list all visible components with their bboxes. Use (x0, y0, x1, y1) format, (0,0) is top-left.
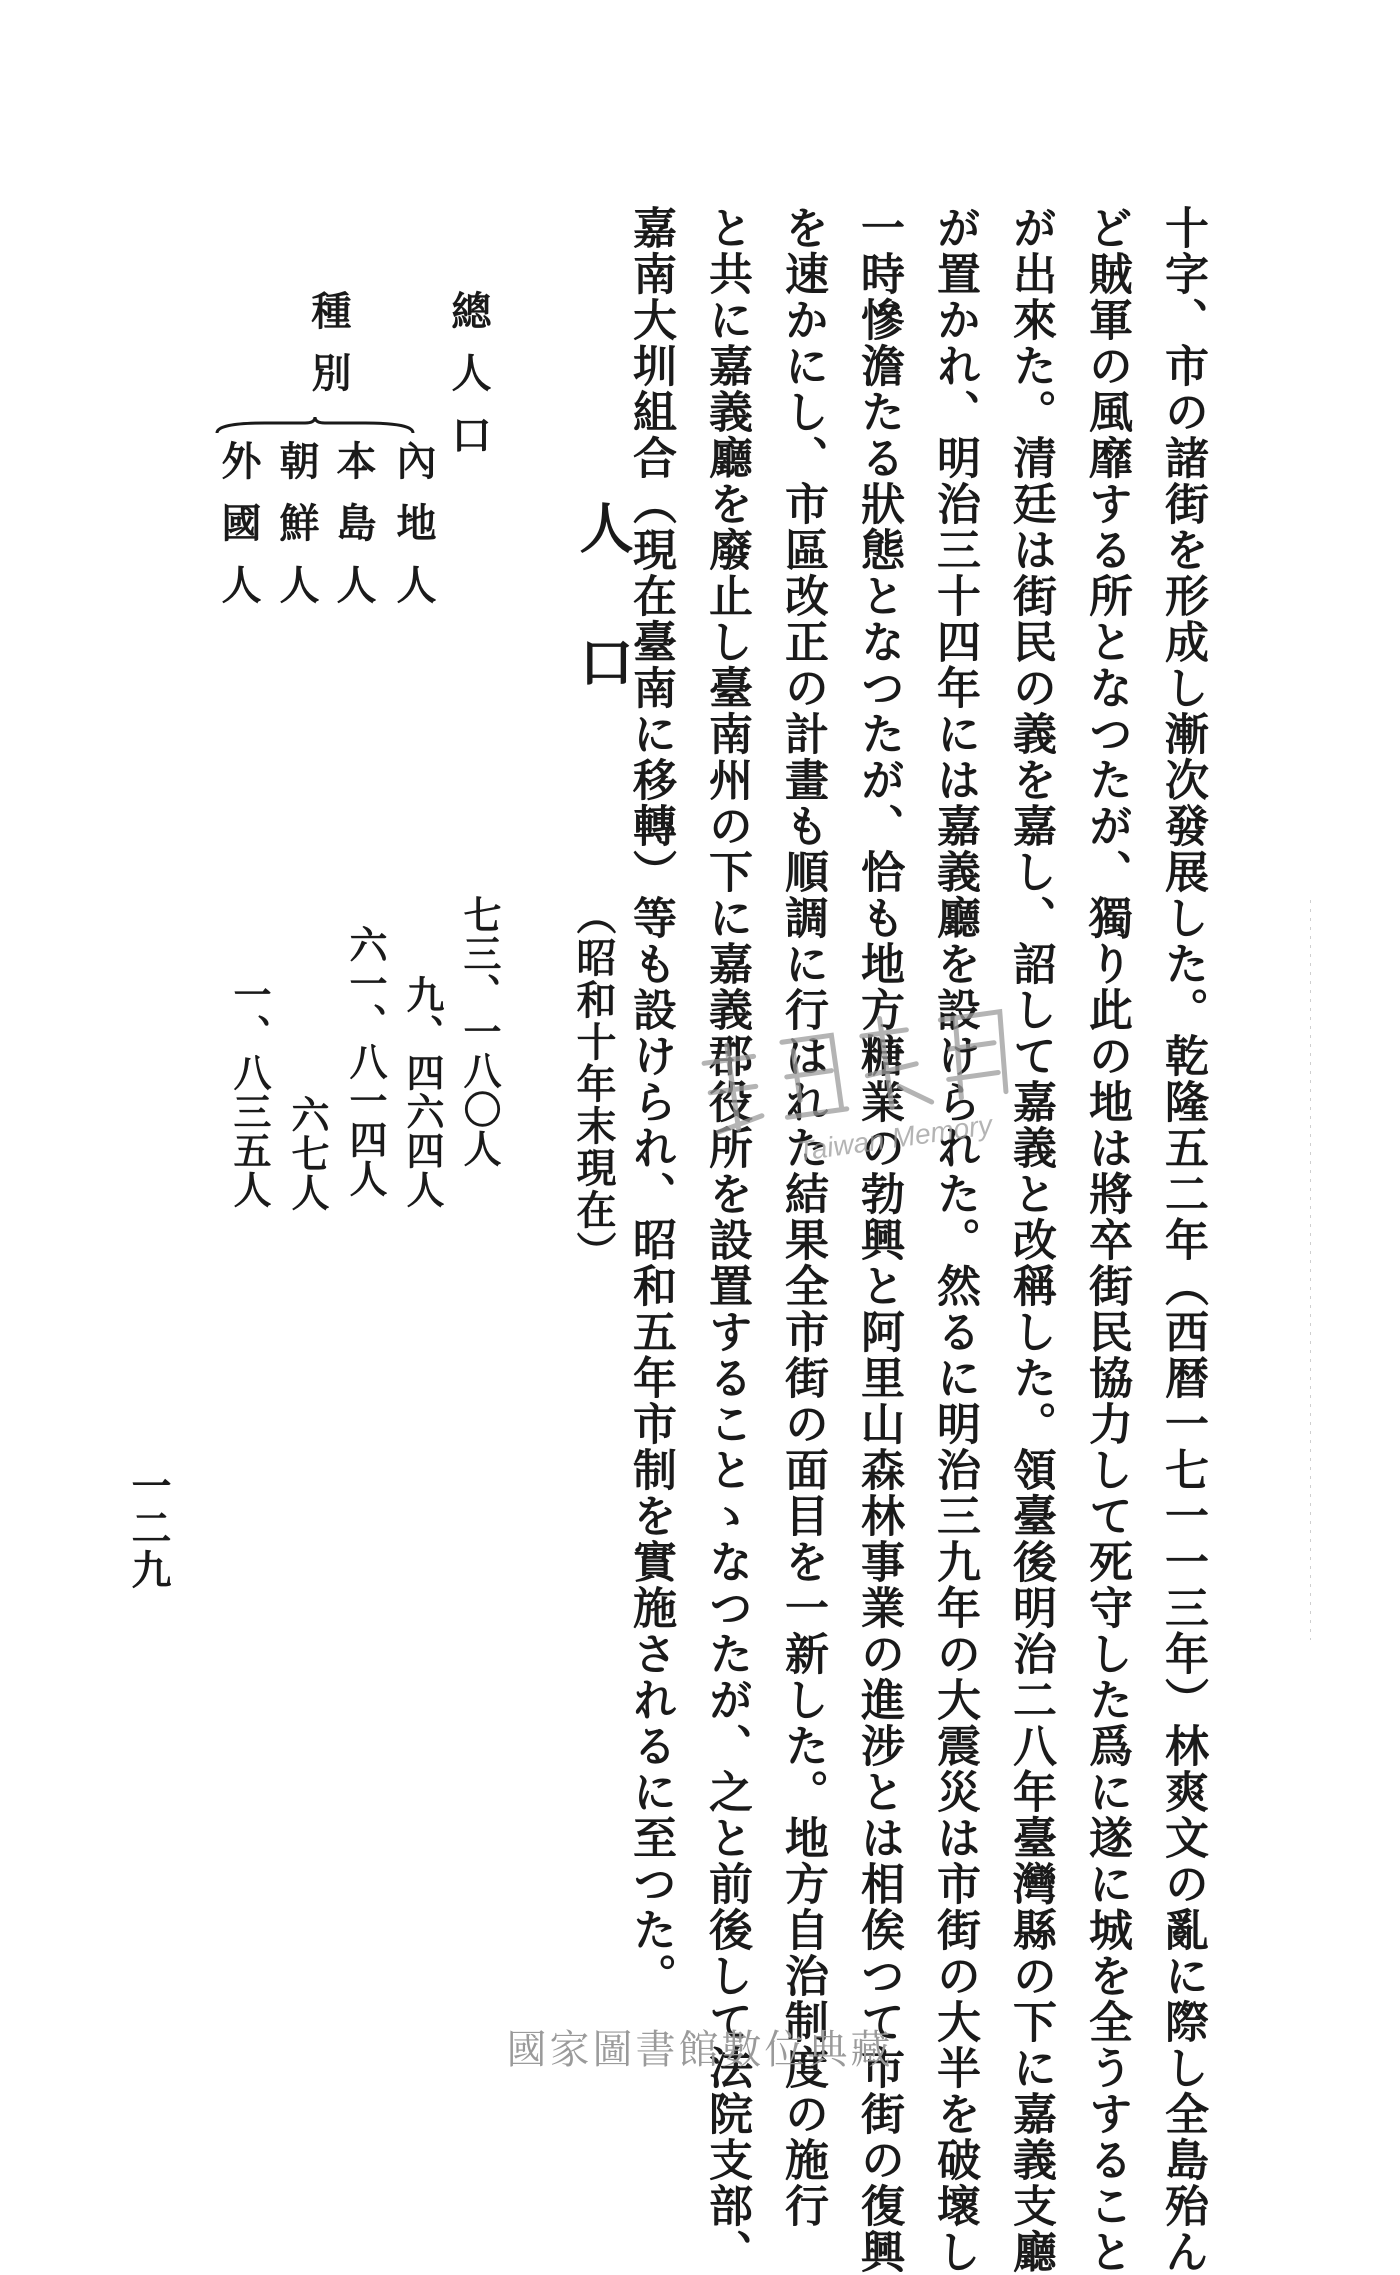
page-number: 一二九 (125, 1465, 172, 1591)
watermark-subtitle: Taiwan Memory (795, 1108, 995, 1168)
row-label-chosen: 朝鮮人 (273, 440, 320, 626)
row-value-naichi: 九、四六四人 (400, 975, 445, 1209)
body-column: ど賊軍の風靡する所となつたが、獨り此の地は將卒街民協力して死守した爲に遂に城を全うすること (1081, 205, 1132, 2275)
section-title: 人口 (571, 500, 635, 768)
body-column: 十字、市の諸街を形成し漸次發展した。乾隆五二年（西暦一七一一三年）林爽文の亂に際し全島殆ん (1157, 205, 1208, 2275)
footer-source: 國家圖書館數位典藏 (506, 2027, 894, 2073)
body-column: と共に嘉義廳を廢止し臺南州の下に嘉義郡役所を設置することゝなつたが、之と前後して法院支部、 (701, 205, 752, 2275)
body-column: 嘉南大圳組合（現在臺南に移轉）等も設けられ、昭和五年市制を實施されるに至つた。 (625, 205, 676, 1999)
body-column: を速かにし、市區改正の計畫も順調に行はれた結果全市街の面目を一新した。地方自治制度の施行 (777, 205, 828, 2229)
row-label-gaikoku: 外國人 (215, 440, 262, 626)
margin-mark (1310, 900, 1311, 1640)
row-value-chosen: 六七人 (285, 1095, 330, 1212)
row-label-hontou: 本島人 (330, 440, 377, 626)
row-label-naichi: 內地人 (390, 440, 437, 626)
row-value-gaikoku: 一、八三五人 (227, 975, 272, 1209)
total-population-label: 總人口 (445, 290, 492, 476)
body-column: 一時慘澹たる狀態となつたが、恰も地方糖業の勃興と阿里山森林事業の進涉とは相俟つて市街の復興 (853, 205, 904, 2275)
total-population-value: 七三、一八〇人 (457, 895, 502, 1168)
body-column: が置かれ、明治三十四年には嘉義廳を設けられた。然るに明治三九年の大震災は市街の大半を破壞し (929, 205, 980, 2275)
body-column: が出來た。清廷は街民の義を嘉し、詔して嘉義と改稱した。領臺後明治二八年臺灣縣の下に嘉義支廳 (1005, 205, 1056, 2275)
category-label: 種別 (305, 290, 352, 414)
row-value-hontou: 六一、八一四人 (343, 925, 388, 1198)
date-note: （昭和十年末現在） (570, 895, 617, 1273)
category-brace (215, 415, 415, 435)
